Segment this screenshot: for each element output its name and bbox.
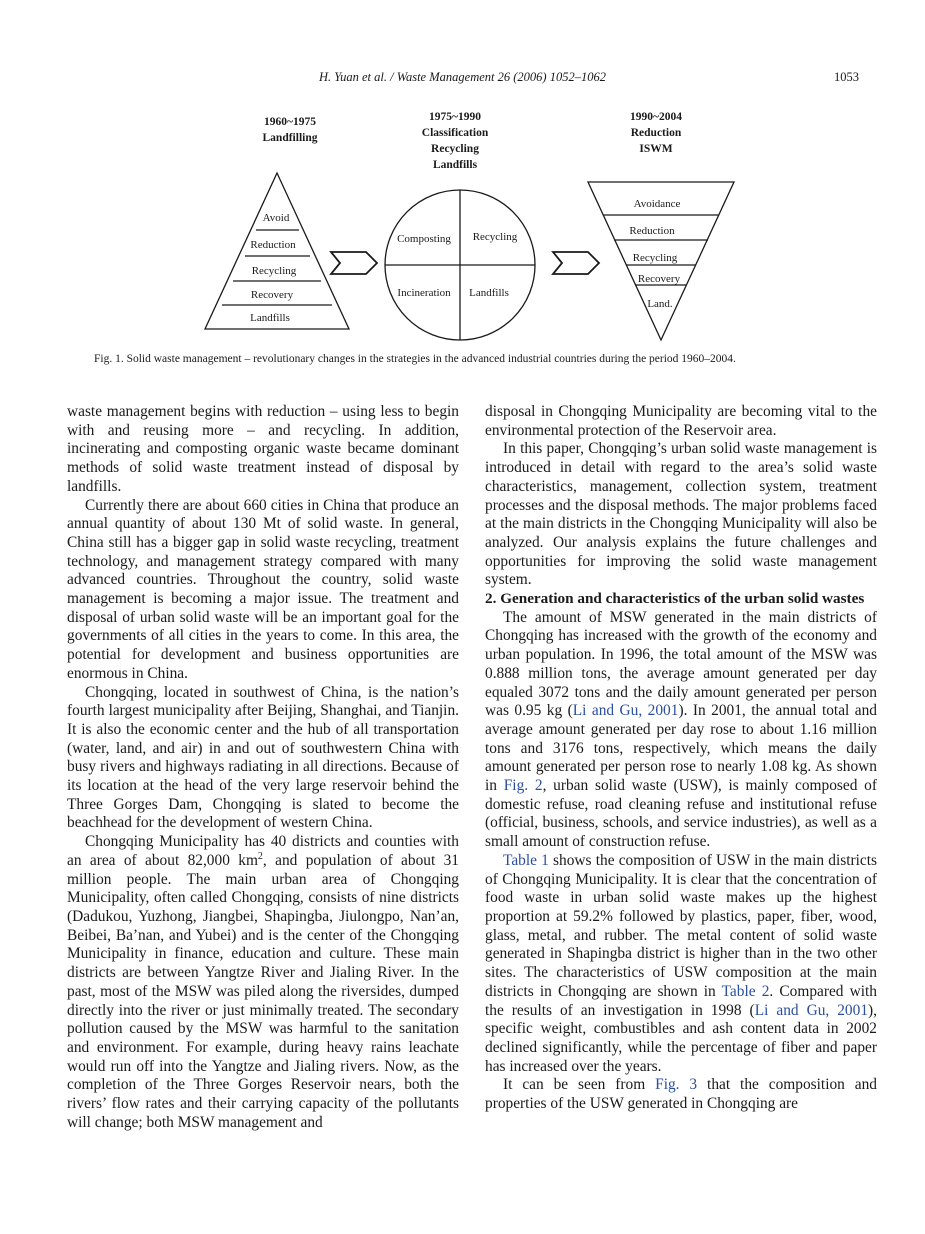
paragraph-text: shows the composition of USW in the main districts of Chongqing Municipality. It is clear that the concentration of food waste in urban solid waste makes up the highest proportion at 59.2% followed by plastics, paper, fiber, wood, glass, metal, and rubber. The metal content of solid waste generated in Shapingba district is higher than in the two other sites. The characteristics of USW composition at the main districts in Chongqing are shown in xyxy=(485,851,877,1000)
stage1-pyramid xyxy=(205,173,349,329)
paragraph-text: . Compared with the results of an investigation in 1998 ( xyxy=(485,982,877,1019)
section-heading: 2. Generation and characteristics of the urban solid wastes xyxy=(485,590,865,608)
stage2-quadrant-incineration: Incineration xyxy=(397,287,451,299)
paragraph: disposal in Chongqing Municipality are becoming vital to the environmental protection of the Reservoir area. xyxy=(485,403,877,439)
paragraph-text: , and population of about 31 million people. The main urban area of Chongqing Municipality, often called Chongqing, consists of nine districts (Dadukou, Yuzhong, Jiangbei, Shapingba, Jiulongpo, Nan’an, Beibei, Ba’nan, and Yubei) and is the center of the Chongqing Municipality in finance, education and culture. These main districts are between Yangtze River and Jialing River. In the past, most of the MSW was piled along the riversides, dumped directly into the river or just minimally treated. The secondary pollution caused by the MSW was harmful to the sanitation and environment. For example, during heavy rains leachate would run off into the Yangtze and Jialing rivers. Now, as the completion of the Three Gorges Reservoir nears, both the rivers’ flow rates and their carrying capacity of the pollutants will change; both MSW management and xyxy=(67,851,459,1131)
stage2-title-line1: 1975~1990 xyxy=(429,111,481,123)
running-title: H. Yuan et al. / Waste Management 26 (2006) 1052–1062 xyxy=(319,70,606,84)
figure-link[interactable]: Fig. 3 xyxy=(655,1076,698,1094)
stage1-layer-reduction: Reduction xyxy=(250,239,296,251)
stage3-layer-reduction: Reduction xyxy=(629,225,675,237)
page-number: 1053 xyxy=(834,70,859,84)
paragraph xyxy=(485,1076,877,1113)
stage1-title-line1: 1960~1975 xyxy=(264,116,316,128)
stage3-layer-avoidance: Avoidance xyxy=(633,198,681,210)
table-link[interactable]: Table 2 xyxy=(721,982,770,1000)
stage1-layer-recycling: Recycling xyxy=(251,265,297,277)
transition-arrow xyxy=(331,252,377,274)
stage2-title-line3: Recycling xyxy=(431,143,479,155)
paragraph: In this paper, Chongqing’s urban solid waste management is introduced in detail with regard to the area’s solid waste characteristics, management, collection system, treatment processes and the disposal methods. The major problems faced at the main districts in the Chongqing Municipality will also be analyzed. Our analysis explains the future challenges and opportunities for improving the solid waste management system. xyxy=(485,440,877,589)
stage2-title-line4: Landfills xyxy=(432,159,478,171)
stage1-layer-avoid: Avoid xyxy=(262,212,290,224)
paragraph-text: The amount of MSW generated in the main districts of Chongqing has increased with the growth of the economy and urban population. In 1996, the total amount of the MSW was 0.888 million tons, the average amount generated per day equaled 3072 tons and the daily amount generated per person was 0.95 kg ( xyxy=(485,608,877,720)
paragraph-text: , urban solid waste (USW), is mainly composed of domestic refuse, road cleaning refuse and institutional refuse (official, business, schools, and service industries), as well as a small amount of construction refuse. xyxy=(485,777,877,851)
paragraph: waste management begins with reduction – using less to begin with and reusing more – and recycling. In addition, incinerating and composting organic waste became dominant methods of solid waste treatment instead of disposal by landfills. xyxy=(67,403,459,495)
stage1-layer-landfills: Landfills xyxy=(250,312,290,324)
figure-1 xyxy=(190,105,750,345)
stage2-title-line2: Classification xyxy=(421,127,489,139)
stage3-title-line3: ISWM xyxy=(639,143,673,155)
transition-arrow xyxy=(553,252,599,274)
figure-caption: Fig. 1. Solid waste management – revolutionary changes in the strategies in the advanced industrial countries during the period 1960–2004. xyxy=(94,353,736,365)
paragraph xyxy=(67,833,459,1132)
paragraph-text: ). In 2001, the annual total and average amount generated per day rose to about 1.16 million tons and 3176 tons, respectively, which means the daily amount generated per person rose to nearly 1.08 kg. As shown in xyxy=(485,702,877,795)
paragraph-text: that the composition and properties of the USW generated in Chongqing are xyxy=(485,1076,878,1113)
citation-link[interactable]: Li and Gu, 2001 xyxy=(754,1001,869,1019)
paragraph-text: Chongqing Municipality has 40 districts and counties with an area of about 82,000 km xyxy=(67,833,459,869)
stage3-layer-recovery: Recovery xyxy=(637,273,681,285)
stage3-title-line1: 1990~2004 xyxy=(630,111,682,123)
stage3-title-line2: Reduction xyxy=(630,127,682,139)
left-column xyxy=(67,403,459,1132)
right-column xyxy=(485,403,877,1114)
stage3-layer-land: Land. xyxy=(647,298,673,310)
stage1-title-line2: Landfilling xyxy=(262,132,318,144)
paragraph-text: ), specific weight, combustibles and ash content data in 2002 declined significantly, while the percentage of fiber and paper has increased over the years. xyxy=(485,1001,877,1075)
stage1-layer-recovery: Recovery xyxy=(250,289,294,301)
paragraph xyxy=(485,852,877,1076)
figure-diagram xyxy=(190,105,750,345)
paragraph: Currently there are about 660 cities in China that produce an annual quantity of about 130 Mt of solid waste. In general, China still has a bigger gap in solid waste recycling, treatment technology, and management strategy compared with many advanced countries. Throughout the country, solid waste management is becoming a major issue. The treatment and disposal of urban solid waste will be an important goal for the governments of all cities in the years to come. In this area, the potential for development and business opportunities are enormous in China. xyxy=(67,496,459,682)
paragraph xyxy=(485,609,877,852)
stage2-quadrant-composting: Composting xyxy=(397,233,451,245)
stage2-quadrant-landfills: Landfills xyxy=(469,287,509,299)
page-header xyxy=(0,70,925,90)
superscript: 2 xyxy=(257,850,263,862)
figure-link[interactable]: Fig. 2 xyxy=(503,777,543,795)
stage2-quadrant-recycling: Recycling xyxy=(472,231,518,243)
table-link[interactable]: Table 1 xyxy=(503,851,549,869)
citation-link[interactable]: Li and Gu, 2001 xyxy=(572,702,679,720)
paragraph-text: It can be seen from xyxy=(503,1076,656,1094)
stage3-layer-recycling: Recycling xyxy=(632,252,678,264)
paragraph: Chongqing, located in southwest of China, is the nation’s fourth largest municipality after Beijing, Shanghai, and Tianjin. It is also the economic center and the hub of all transportation (water, land, and air) in and out of southwestern China with busy rivers and highways radiating in all directions. Because of its location at the head of the very large reservoir behind the Three Gorges Dam, Chongqing is slated to become the beachhead for the development of western China. xyxy=(67,683,459,832)
